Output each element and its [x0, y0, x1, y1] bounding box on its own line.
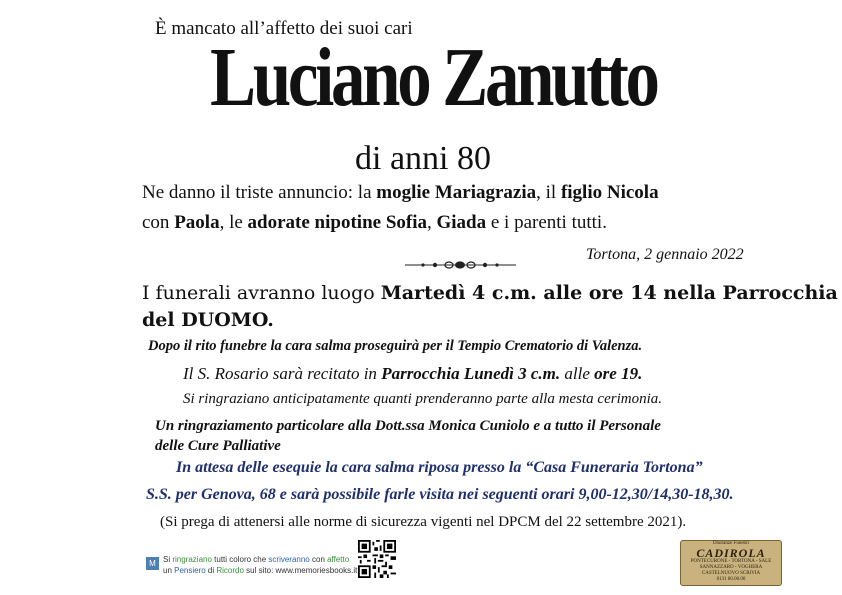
ann-text: , il: [536, 182, 561, 203]
funeral-home-line-2: S.S. per Genova, 68 e sarà possibile farle visita nei seguenti orari 9,00-12,30/14,30-18,30.: [146, 486, 734, 503]
badge-top: Onoranze Funebri: [712, 541, 750, 546]
place-date: Tortona, 2 gennaio 2022: [586, 246, 744, 263]
special-thanks-line-2: delle Cure Palliative: [155, 438, 281, 454]
deceased-name: Luciano Zanutto: [210, 31, 657, 124]
age-text: di anni 80: [355, 140, 491, 177]
rosary-text: Il S. Rosario sarà recitato in: [183, 364, 382, 383]
footer-line-2: un Pensiero di Ricordo sul sito: www.memoriesbooks.it: [163, 566, 358, 575]
ann-granddaughter-2: Giada: [436, 212, 487, 233]
ann-wife: moglie Mariagrazia: [376, 182, 537, 203]
special-thanks-line-1: Un ringraziamento particolare alla Dott.ssa Monica Cuniolo e a tutto il Personale: [155, 418, 661, 434]
funeral-church: del DUOMO.: [142, 309, 274, 331]
funeral-line-2: [142, 309, 274, 331]
footer-line-1: Si ringraziano tutti coloro che scriveranno con affetto: [163, 555, 350, 564]
funeral-home-badge: [680, 540, 782, 586]
intro-text: È mancato all’affetto dei suoi cari: [155, 18, 413, 39]
rosary-text: alle: [560, 364, 595, 383]
badge-name: CADIROLA: [696, 546, 766, 560]
funeral-line-1: [142, 282, 838, 304]
ann-text: , le: [219, 212, 248, 233]
badge-line-3: CASTELNUOVO SCRIVIA: [701, 571, 761, 576]
divider-ornament-icon: [403, 257, 518, 273]
rosary-time: ore 19.: [594, 364, 643, 383]
memoriesbooks-logo: M: [146, 557, 159, 570]
announcement-line-1: [142, 182, 659, 204]
footer-text: [163, 554, 357, 576]
ann-text: Ne danno il triste annuncio: la: [142, 182, 377, 203]
badge-line-4: 0131 80.00.00: [716, 577, 746, 582]
ann-text: ,: [427, 212, 437, 233]
funeral-text: I funerali avranno luogo: [142, 282, 381, 304]
funeral-home-line-1: In attesa delle esequie la cara salma riposa presso la “Casa Funeraria Tortona”: [176, 459, 703, 476]
rosary-note: [183, 364, 642, 384]
ann-son: figlio Nicola: [560, 182, 659, 203]
cremation-note: Dopo il rito funebre la cara salma proseguirà per il Tempio Crematorio di Valenza.: [148, 338, 643, 354]
thanks-note: Si ringraziano anticipatamente quanti prenderanno parte alla mesta cerimonia.: [183, 391, 662, 407]
ann-daughter-in-law: Paola: [174, 212, 220, 233]
announcement-line-2: [142, 212, 607, 234]
rosary-place: Parrocchia Lunedì 3 c.m.: [381, 364, 561, 383]
badge-line-1: PONTECURONE - TORTONA - SALE: [690, 559, 772, 564]
badge-line-2: SANNAZZARO - VOGHERA: [699, 565, 763, 570]
qr-code-icon[interactable]: [358, 540, 396, 578]
safety-note: (Si prega di attenersi alle norme di sicurezza vigenti nel DPCM del 22 settembre 2021).: [160, 514, 687, 530]
ann-text: con: [142, 212, 175, 233]
ann-granddaughter: adorate nipotine Sofia: [247, 212, 427, 233]
funeral-time: Martedì 4 c.m. alle ore 14 nella Parrocchia: [380, 282, 838, 304]
ann-text: e i parenti tutti.: [486, 212, 607, 233]
